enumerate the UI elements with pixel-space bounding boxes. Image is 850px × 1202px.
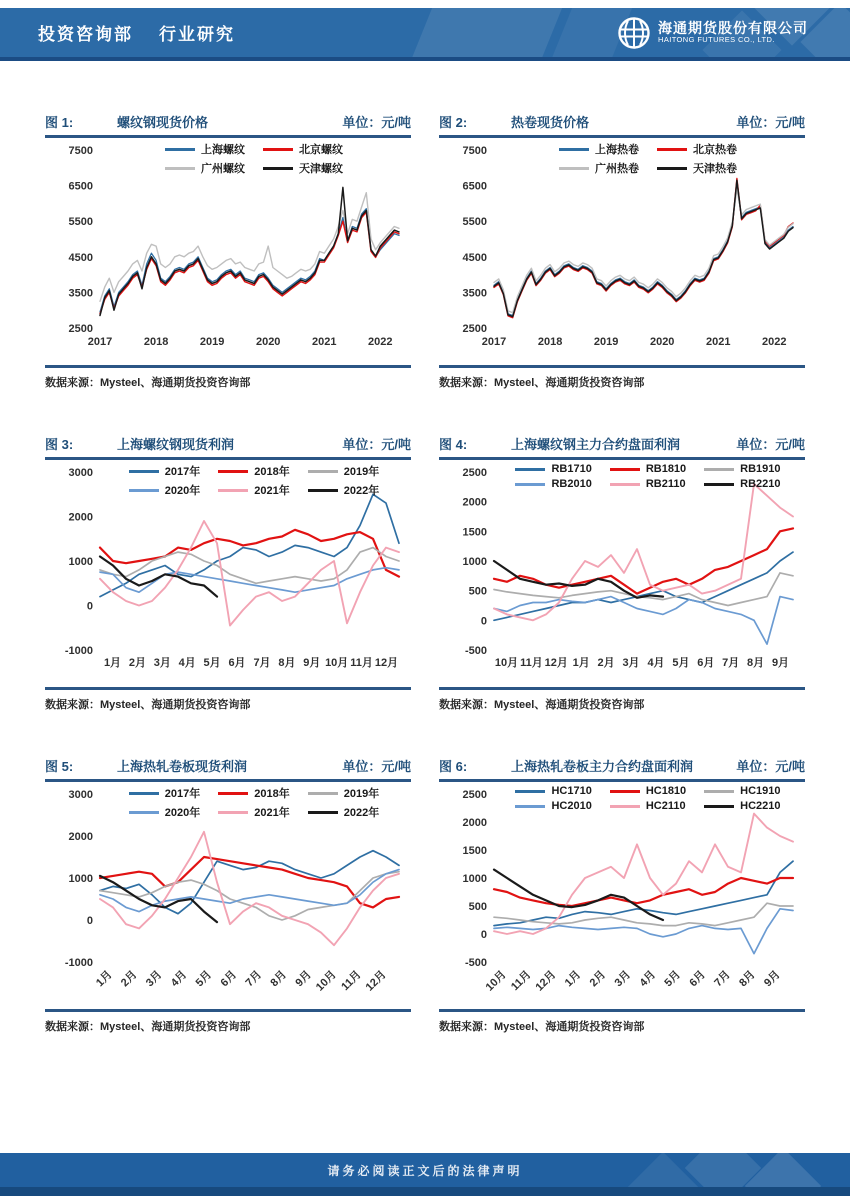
data-source-text: 数据来源：Mysteel、海通期货投资咨询部 bbox=[439, 1021, 645, 1033]
svg-text:3500: 3500 bbox=[462, 287, 487, 300]
legend-item bbox=[704, 463, 780, 475]
legend-swatch bbox=[610, 790, 640, 793]
svg-text:9月: 9月 bbox=[293, 968, 314, 990]
legend-swatch bbox=[129, 811, 159, 814]
svg-text:0: 0 bbox=[86, 600, 93, 613]
svg-text:1000: 1000 bbox=[462, 873, 487, 885]
legend-swatch bbox=[515, 468, 545, 471]
svg-text:0: 0 bbox=[480, 615, 487, 628]
svg-text:-500: -500 bbox=[464, 957, 487, 969]
svg-text:12月: 12月 bbox=[363, 968, 389, 994]
svg-text:2020: 2020 bbox=[649, 336, 675, 348]
chart-legend bbox=[99, 785, 409, 820]
legend-swatch bbox=[218, 489, 248, 492]
figure-label: 图 2: bbox=[439, 115, 468, 130]
legend-item bbox=[129, 804, 200, 820]
legend-item bbox=[218, 804, 289, 820]
svg-text:8月: 8月 bbox=[747, 657, 765, 669]
legend-item bbox=[610, 785, 686, 797]
legend-swatch bbox=[515, 483, 545, 486]
svg-text:10月: 10月 bbox=[494, 657, 519, 669]
legend-item bbox=[704, 478, 780, 490]
footer-strip bbox=[0, 1187, 850, 1196]
footer-bar bbox=[0, 1153, 850, 1187]
legend-item bbox=[657, 141, 737, 157]
svg-text:-1000: -1000 bbox=[64, 957, 93, 969]
department-title: 投资咨询部 bbox=[38, 25, 133, 44]
svg-text:3000: 3000 bbox=[68, 789, 93, 801]
svg-text:2500: 2500 bbox=[462, 789, 487, 801]
svg-text:2017: 2017 bbox=[87, 336, 113, 348]
legend-item bbox=[218, 482, 289, 498]
legend-swatch bbox=[165, 148, 195, 151]
legend-label: 2021年 bbox=[254, 807, 290, 819]
legend-label: 2018年 bbox=[254, 788, 290, 800]
svg-text:7月: 7月 bbox=[253, 657, 271, 669]
svg-text:4月: 4月 bbox=[647, 657, 665, 669]
legend-label: 2017年 bbox=[164, 466, 201, 478]
svg-text:3月: 3月 bbox=[612, 968, 634, 990]
legend-swatch bbox=[559, 148, 589, 151]
company-name-en: HAITONG FUTURES CO., LTD. bbox=[658, 35, 775, 45]
chart-legend bbox=[493, 785, 803, 812]
figure-3-panel bbox=[45, 434, 411, 712]
haitong-globe-icon bbox=[617, 16, 651, 50]
legend-swatch bbox=[610, 805, 640, 808]
svg-text:4月: 4月 bbox=[637, 968, 659, 990]
figure-label: 图 5: bbox=[45, 759, 74, 774]
svg-text:6月: 6月 bbox=[218, 968, 240, 990]
legend-swatch bbox=[704, 483, 734, 486]
figure-1-panel bbox=[45, 112, 411, 390]
svg-text:5500: 5500 bbox=[68, 216, 93, 229]
chart-svg bbox=[439, 462, 805, 684]
header-titles bbox=[38, 20, 235, 45]
svg-text:2500: 2500 bbox=[462, 323, 487, 335]
legend-label: 北京热卷 bbox=[693, 144, 737, 156]
svg-text:2000: 2000 bbox=[68, 511, 93, 524]
svg-text:500: 500 bbox=[468, 585, 487, 598]
figure-5-header bbox=[45, 756, 411, 782]
figure-unit: 单位：元/吨 bbox=[342, 759, 411, 774]
legend-label: RB1710 bbox=[551, 463, 592, 475]
legend-swatch bbox=[308, 470, 338, 473]
svg-text:9月: 9月 bbox=[303, 657, 321, 669]
figure-5-plot bbox=[45, 784, 411, 1006]
legend-item bbox=[129, 463, 200, 479]
svg-text:2019: 2019 bbox=[593, 336, 619, 348]
chart-legend bbox=[99, 141, 409, 176]
legend-swatch bbox=[610, 483, 640, 486]
figure-2-panel bbox=[439, 112, 805, 390]
svg-text:8月: 8月 bbox=[737, 968, 758, 990]
legend-item bbox=[308, 804, 379, 820]
legend-label: HC1810 bbox=[645, 785, 687, 797]
svg-text:2020: 2020 bbox=[255, 336, 281, 348]
legend-swatch bbox=[704, 468, 734, 471]
legend-label: HC1910 bbox=[740, 785, 781, 797]
data-source-text: 数据来源：Mysteel、海通期货投资咨询部 bbox=[439, 377, 645, 389]
figure-6-header bbox=[439, 756, 805, 782]
svg-text:1000: 1000 bbox=[68, 873, 93, 885]
legend-swatch bbox=[308, 489, 338, 492]
svg-text:-1000: -1000 bbox=[64, 645, 93, 657]
legend-item bbox=[165, 160, 245, 176]
figure-6-plot bbox=[439, 784, 805, 1006]
figure-title: 上海螺纹钢现货利润 bbox=[117, 437, 235, 452]
legend-item bbox=[610, 478, 686, 490]
figure-unit: 单位：元/吨 bbox=[736, 759, 805, 774]
svg-text:1月: 1月 bbox=[572, 657, 590, 669]
svg-text:2022: 2022 bbox=[762, 336, 787, 348]
svg-text:11月: 11月 bbox=[520, 657, 543, 669]
svg-text:2021: 2021 bbox=[312, 336, 337, 348]
legend-item bbox=[515, 463, 591, 475]
legend-label: 2020年 bbox=[164, 807, 201, 819]
svg-text:2月: 2月 bbox=[587, 968, 609, 990]
legend-item bbox=[610, 800, 686, 812]
svg-text:2月: 2月 bbox=[118, 968, 140, 990]
svg-text:5500: 5500 bbox=[462, 216, 487, 229]
legend-item bbox=[308, 463, 379, 479]
legend-item bbox=[308, 785, 379, 801]
svg-text:10月: 10月 bbox=[313, 968, 339, 994]
svg-text:2月: 2月 bbox=[597, 657, 615, 669]
legend-item bbox=[218, 463, 289, 479]
figure-1-plot bbox=[45, 140, 411, 362]
figure-unit: 单位：元/吨 bbox=[342, 115, 411, 130]
legend-label: 2019年 bbox=[343, 466, 380, 478]
data-source-text: 数据来源：Mysteel、海通期货投资咨询部 bbox=[439, 699, 645, 711]
figure-1-source bbox=[45, 365, 411, 390]
svg-text:8月: 8月 bbox=[278, 657, 296, 669]
legend-swatch bbox=[657, 167, 687, 170]
figure-4-plot bbox=[439, 462, 805, 684]
svg-text:-500: -500 bbox=[464, 645, 487, 657]
legend-swatch bbox=[515, 805, 545, 808]
svg-text:7月: 7月 bbox=[712, 968, 733, 990]
svg-text:3000: 3000 bbox=[68, 467, 93, 479]
svg-text:7月: 7月 bbox=[722, 657, 740, 669]
data-source-text: 数据来源：Mysteel、海通期货投资咨询部 bbox=[45, 699, 251, 711]
figure-label: 图 6: bbox=[439, 759, 468, 774]
legend-swatch bbox=[657, 148, 687, 151]
svg-text:10月: 10月 bbox=[483, 968, 509, 994]
svg-text:11月: 11月 bbox=[350, 657, 373, 669]
svg-text:2022: 2022 bbox=[368, 336, 393, 348]
legend-swatch bbox=[610, 468, 640, 471]
legend-item bbox=[559, 141, 639, 157]
figure-3-header bbox=[45, 434, 411, 460]
svg-text:1月: 1月 bbox=[103, 657, 122, 669]
svg-text:2017: 2017 bbox=[481, 336, 507, 348]
legend-item bbox=[515, 800, 591, 812]
svg-text:3500: 3500 bbox=[68, 287, 93, 300]
svg-text:500: 500 bbox=[468, 901, 487, 913]
svg-text:1500: 1500 bbox=[462, 526, 487, 539]
legend-label: 广州热卷 bbox=[595, 163, 639, 175]
legend-swatch bbox=[218, 792, 248, 795]
svg-text:4500: 4500 bbox=[462, 251, 487, 264]
legend-swatch bbox=[559, 167, 589, 170]
svg-text:1500: 1500 bbox=[462, 845, 487, 857]
legend-item bbox=[129, 785, 200, 801]
legend-label: 上海螺纹 bbox=[201, 144, 245, 156]
svg-text:2500: 2500 bbox=[462, 467, 487, 479]
legend-label: 2017年 bbox=[164, 788, 201, 800]
svg-text:5月: 5月 bbox=[662, 968, 684, 990]
svg-text:11月: 11月 bbox=[339, 968, 364, 994]
legend-label: RB2210 bbox=[740, 478, 781, 490]
legend-item bbox=[610, 463, 686, 475]
legend-item bbox=[704, 800, 780, 812]
figure-unit: 单位：元/吨 bbox=[736, 437, 805, 452]
legend-swatch bbox=[308, 792, 338, 795]
chart-legend bbox=[493, 463, 803, 490]
legend-item bbox=[704, 785, 780, 797]
svg-text:4月: 4月 bbox=[168, 968, 190, 990]
svg-text:10月: 10月 bbox=[325, 657, 349, 669]
svg-text:2500: 2500 bbox=[68, 323, 93, 335]
legend-swatch bbox=[129, 470, 159, 473]
figure-label: 图 4: bbox=[439, 437, 468, 452]
legend-swatch bbox=[218, 470, 248, 473]
svg-text:1000: 1000 bbox=[68, 556, 93, 568]
legal-notice: 请务必阅读正文后的法律声明 bbox=[327, 1163, 523, 1178]
legend-label: RB1910 bbox=[740, 463, 781, 475]
svg-text:4月: 4月 bbox=[178, 657, 196, 669]
svg-text:2018: 2018 bbox=[143, 336, 169, 348]
svg-text:5月: 5月 bbox=[193, 968, 215, 990]
chart-svg bbox=[439, 784, 805, 1006]
legend-swatch bbox=[129, 489, 159, 492]
figure-4-source bbox=[439, 687, 805, 712]
legend-label: 广州螺纹 bbox=[201, 163, 245, 175]
chart-legend bbox=[99, 463, 409, 498]
legend-item bbox=[263, 160, 343, 176]
data-source-text: 数据来源：Mysteel、海通期货投资咨询部 bbox=[45, 1021, 251, 1033]
svg-text:6500: 6500 bbox=[462, 180, 487, 193]
legend-item bbox=[129, 482, 200, 498]
svg-text:3月: 3月 bbox=[143, 968, 165, 990]
svg-text:11月: 11月 bbox=[509, 968, 534, 994]
company-name-cn: 海通期货股份有限公司 bbox=[658, 20, 808, 37]
svg-text:1月: 1月 bbox=[562, 968, 584, 990]
figure-title: 上海热轧卷板主力合约盘面利润 bbox=[511, 759, 694, 774]
svg-text:2021: 2021 bbox=[706, 336, 731, 348]
svg-text:6月: 6月 bbox=[228, 657, 246, 669]
legend-item bbox=[515, 478, 591, 490]
legend-swatch bbox=[515, 790, 545, 793]
legend-item bbox=[657, 160, 737, 176]
figure-2-header bbox=[439, 112, 805, 138]
svg-text:7月: 7月 bbox=[243, 968, 265, 990]
legend-item bbox=[218, 785, 289, 801]
legend-label: RB1810 bbox=[645, 463, 687, 475]
svg-text:9月: 9月 bbox=[762, 968, 783, 990]
legend-item bbox=[308, 482, 379, 498]
svg-text:1月: 1月 bbox=[94, 968, 115, 990]
legend-label: HC2110 bbox=[645, 800, 686, 812]
svg-text:4500: 4500 bbox=[68, 251, 93, 264]
legend-swatch bbox=[704, 790, 734, 793]
figure-title: 热卷现货价格 bbox=[511, 115, 590, 130]
svg-text:5月: 5月 bbox=[672, 657, 690, 669]
svg-text:1000: 1000 bbox=[462, 556, 487, 568]
legend-label: 2022年 bbox=[343, 807, 380, 819]
svg-text:3月: 3月 bbox=[622, 657, 640, 669]
figure-2-plot bbox=[439, 140, 805, 362]
figure-6-source bbox=[439, 1009, 805, 1034]
legend-label: RB2010 bbox=[551, 478, 592, 490]
legend-swatch bbox=[218, 811, 248, 814]
legend-swatch bbox=[129, 792, 159, 795]
legend-swatch bbox=[165, 167, 195, 170]
figure-label: 图 3: bbox=[45, 437, 74, 452]
legend-label: 上海热卷 bbox=[595, 144, 639, 156]
svg-text:7500: 7500 bbox=[68, 145, 93, 157]
data-source-text: 数据来源：Mysteel、海通期货投资咨询部 bbox=[45, 377, 251, 389]
svg-text:2000: 2000 bbox=[462, 817, 487, 829]
svg-text:5月: 5月 bbox=[203, 657, 221, 669]
legend-label: HC1710 bbox=[551, 785, 592, 797]
svg-text:2018: 2018 bbox=[537, 336, 563, 348]
header-bar bbox=[0, 8, 850, 61]
figure-3-plot bbox=[45, 462, 411, 684]
legend-swatch bbox=[263, 167, 293, 170]
legend-label: 天津热卷 bbox=[693, 163, 737, 175]
header-decoration bbox=[404, 8, 566, 61]
legend-item bbox=[559, 160, 639, 176]
legend-label: 2018年 bbox=[254, 466, 290, 478]
figure-label: 图 1: bbox=[45, 115, 74, 130]
figure-5-panel bbox=[45, 756, 411, 1034]
svg-text:2000: 2000 bbox=[462, 496, 487, 509]
legend-swatch bbox=[263, 148, 293, 151]
charts-grid bbox=[45, 112, 805, 1034]
legend-label: HC2010 bbox=[551, 800, 592, 812]
legend-item bbox=[515, 785, 591, 797]
legend-label: 2020年 bbox=[164, 485, 201, 497]
legend-label: HC2210 bbox=[740, 800, 781, 812]
svg-text:0: 0 bbox=[480, 929, 487, 941]
legend-label: 2019年 bbox=[343, 788, 380, 800]
report-type-title: 行业研究 bbox=[159, 25, 235, 44]
figure-6-panel bbox=[439, 756, 805, 1034]
figure-4-panel bbox=[439, 434, 805, 712]
svg-text:2019: 2019 bbox=[199, 336, 225, 348]
chart-legend bbox=[493, 141, 803, 176]
svg-text:6月: 6月 bbox=[697, 657, 715, 669]
svg-text:9月: 9月 bbox=[771, 657, 790, 669]
svg-text:3月: 3月 bbox=[153, 657, 171, 669]
svg-text:6月: 6月 bbox=[687, 968, 708, 990]
figure-title: 上海热轧卷板现货利润 bbox=[117, 759, 248, 774]
legend-label: 2021年 bbox=[254, 485, 290, 497]
legend-label: 2022年 bbox=[343, 485, 380, 497]
svg-text:6500: 6500 bbox=[68, 180, 93, 193]
svg-text:2月: 2月 bbox=[128, 657, 146, 669]
legend-item bbox=[263, 141, 343, 157]
figure-2-source bbox=[439, 365, 805, 390]
figure-3-source bbox=[45, 687, 411, 712]
figure-unit: 单位：元/吨 bbox=[342, 437, 411, 452]
figure-title: 上海螺纹钢主力合约盘面利润 bbox=[511, 437, 681, 452]
svg-text:8月: 8月 bbox=[268, 968, 290, 990]
legend-label: 北京螺纹 bbox=[299, 144, 343, 156]
svg-text:12月: 12月 bbox=[374, 657, 399, 669]
figure-1-header bbox=[45, 112, 411, 138]
figure-5-source bbox=[45, 1009, 411, 1034]
svg-text:12月: 12月 bbox=[533, 968, 559, 994]
svg-text:12月: 12月 bbox=[544, 657, 568, 669]
svg-text:2000: 2000 bbox=[68, 831, 93, 843]
figure-unit: 单位：元/吨 bbox=[736, 115, 805, 130]
legend-item bbox=[165, 141, 245, 157]
figure-title: 螺纹钢现货价格 bbox=[117, 115, 209, 130]
svg-text:7500: 7500 bbox=[462, 145, 487, 157]
figure-4-header bbox=[439, 434, 805, 460]
svg-text:0: 0 bbox=[86, 915, 93, 927]
legend-label: RB2110 bbox=[645, 478, 686, 490]
legend-swatch bbox=[308, 811, 338, 814]
legend-label: 天津螺纹 bbox=[299, 163, 343, 175]
legend-swatch bbox=[704, 805, 734, 808]
company-logo bbox=[617, 8, 808, 57]
